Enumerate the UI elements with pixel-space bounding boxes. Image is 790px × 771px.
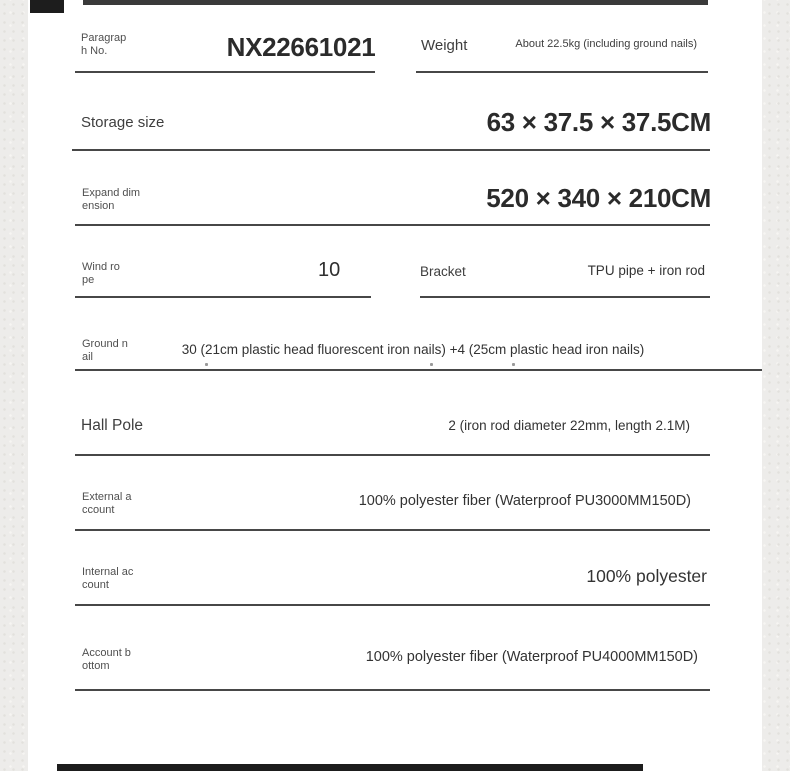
row-divider — [75, 604, 710, 606]
row-divider — [420, 296, 710, 298]
spec-label-external-account: External account — [82, 491, 132, 516]
spec-value-storage-size: 63 × 37.5 × 37.5CM — [486, 107, 711, 137]
clipped-text-artifact — [205, 363, 208, 366]
spec-value-hall-pole: 2 (iron rod diameter 22mm, length 2.1M) — [448, 418, 690, 433]
spec-label-ground-nail: Ground nail — [82, 338, 128, 363]
row-divider — [75, 689, 710, 691]
row-divider — [75, 224, 710, 226]
clipped-text-artifact — [512, 363, 515, 366]
spec-value-paragraph-no: NX22661021 — [226, 32, 376, 62]
spec-label-storage-size: Storage size — [81, 114, 165, 131]
row-divider — [416, 71, 708, 73]
section-top-border — [83, 0, 708, 5]
spec-label-paragraph-no: Paragraph No. — [81, 32, 127, 57]
row-divider — [75, 369, 762, 371]
cropped-corner-block — [30, 0, 64, 13]
spec-table — [28, 0, 762, 771]
spec-label-weight: Weight — [421, 37, 468, 54]
row-divider — [75, 71, 375, 73]
spec-value-expand-dimension: 520 × 340 × 210CM — [486, 183, 711, 213]
row-divider — [75, 454, 710, 456]
spec-label-expand-dimension: Expand dimension — [82, 187, 141, 212]
spec-value-bracket: TPU pipe + iron rod — [587, 263, 705, 278]
clipped-text-artifact — [430, 363, 433, 366]
spec-value-internal-account: 100% polyester — [586, 566, 707, 586]
spec-value-account-bottom: 100% polyester fiber (Waterproof PU4000MM150D) — [365, 649, 698, 665]
row-divider — [72, 149, 710, 151]
spec-label-hall-pole: Hall Pole — [81, 417, 144, 434]
spec-label-wind-rope: Wind rope — [82, 261, 120, 286]
section-bottom-border — [57, 764, 643, 771]
row-divider — [75, 296, 371, 298]
spec-label-bracket: Bracket — [420, 264, 466, 279]
spec-value-wind-rope: 10 — [318, 259, 341, 281]
spec-value-ground-nail: 30 (21cm plastic head fluorescent iron nails) +4 (25cm plastic head iron nails) — [181, 342, 645, 357]
spec-label-internal-account: Internal account — [82, 566, 134, 591]
spec-value-external-account: 100% polyester fiber (Waterproof PU3000MM150D) — [358, 493, 691, 509]
spec-label-account-bottom: Account bottom — [82, 647, 131, 672]
spec-value-weight: About 22.5kg (including ground nails) — [515, 38, 697, 50]
row-divider — [75, 529, 710, 531]
